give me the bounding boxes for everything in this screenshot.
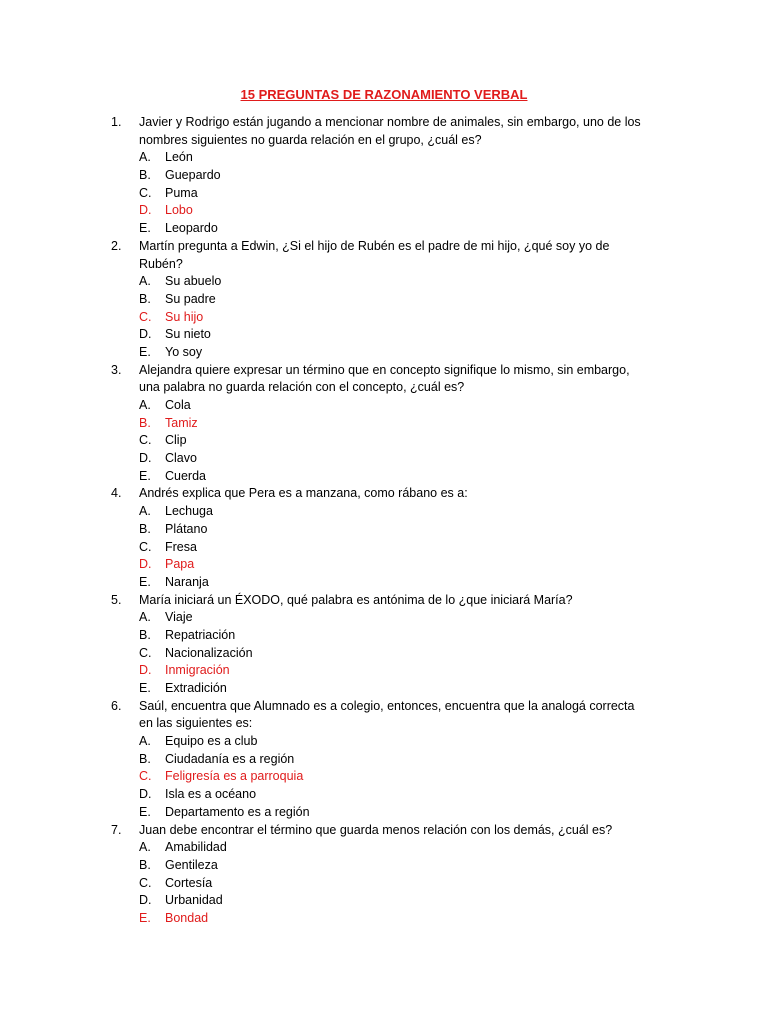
option-letter: B. xyxy=(139,521,151,536)
question-number: 6. xyxy=(111,698,122,713)
question-text: Juan debe encontrar el término que guarda menos relación con los demás, ¿cuál es? xyxy=(139,822,613,837)
answer-option xyxy=(0,839,768,857)
answer-option xyxy=(0,786,768,804)
answer-option xyxy=(0,432,768,450)
question-line xyxy=(0,592,768,610)
option-text: Su hijo xyxy=(165,309,204,324)
answer-option-correct xyxy=(0,202,768,220)
question-text: en las siguientes es: xyxy=(139,716,253,731)
question-item xyxy=(0,592,768,698)
option-letter: D. xyxy=(139,787,152,802)
option-letter: C. xyxy=(139,769,152,784)
option-letter: B. xyxy=(139,291,151,306)
answer-option xyxy=(0,733,768,751)
question-number: 3. xyxy=(111,362,122,377)
question-line xyxy=(0,822,768,840)
option-text: Bondad xyxy=(165,910,209,925)
question-text: Javier y Rodrigo están jugando a mencionar nombre de animales, sin embargo, uno de los xyxy=(139,115,641,129)
answer-option-correct xyxy=(0,309,768,327)
option-letter: A. xyxy=(139,398,151,412)
answer-option xyxy=(0,503,768,521)
answer-option xyxy=(0,521,768,539)
option-letter: D. xyxy=(139,327,152,342)
question-text: Saúl, encuentra que Alumnado es a colegio, entonces, encuentra que la analogá correcta xyxy=(139,698,635,713)
option-text: Gentileza xyxy=(165,857,218,872)
question-list xyxy=(0,114,768,928)
answer-option xyxy=(0,397,768,415)
question-number: 2. xyxy=(111,238,122,253)
option-text: Departamento es a región xyxy=(165,804,310,819)
answer-option xyxy=(0,291,768,309)
option-letter: B. xyxy=(139,415,151,430)
answer-option xyxy=(0,167,768,185)
question-text: nombres siguientes no guarda relación en el grupo, ¿cuál es? xyxy=(139,132,482,147)
option-letter: D. xyxy=(139,663,152,678)
question-line xyxy=(0,379,768,397)
answer-option xyxy=(0,185,768,203)
question-line xyxy=(0,362,768,380)
answer-option xyxy=(0,645,768,663)
option-text: Clavo xyxy=(165,451,197,466)
answer-option xyxy=(0,326,768,344)
option-text: Extradición xyxy=(165,681,227,695)
question-text: Alejandra quiere expresar un término que en concepto signifique lo mismo, sin embargo, xyxy=(139,362,630,377)
question-line xyxy=(0,256,768,274)
answer-option xyxy=(0,751,768,769)
question-item xyxy=(0,822,768,928)
answer-option-correct xyxy=(0,662,768,680)
option-text: Su abuelo xyxy=(165,274,222,289)
option-letter: D. xyxy=(139,451,152,466)
option-letter: E. xyxy=(139,468,151,483)
option-letter: D. xyxy=(139,557,152,572)
option-letter: C. xyxy=(139,433,152,448)
answer-option xyxy=(0,875,768,893)
option-letter: D. xyxy=(139,203,152,218)
option-text: Plátano xyxy=(165,521,208,536)
option-letter: E. xyxy=(139,574,151,589)
option-letter: A. xyxy=(139,734,151,749)
option-letter: B. xyxy=(139,627,151,642)
option-text: Cuerda xyxy=(165,468,206,483)
option-text: Lechuga xyxy=(165,504,213,519)
question-number: 7. xyxy=(111,822,122,837)
question-item xyxy=(0,698,768,822)
option-text: Cola xyxy=(165,398,191,412)
option-letter: C. xyxy=(139,645,152,660)
answer-option xyxy=(0,609,768,627)
answer-option xyxy=(0,468,768,486)
option-letter: B. xyxy=(139,857,151,872)
question-line xyxy=(0,132,768,150)
answer-option xyxy=(0,149,768,167)
answer-option xyxy=(0,627,768,645)
option-letter: A. xyxy=(139,150,151,165)
option-letter: D. xyxy=(139,893,152,908)
question-line xyxy=(0,238,768,256)
option-text: Urbanidad xyxy=(165,893,223,908)
question-item xyxy=(0,362,768,486)
option-text: León xyxy=(165,150,193,165)
question-item xyxy=(0,238,768,362)
answer-option-correct xyxy=(0,768,768,786)
answer-option xyxy=(0,344,768,362)
option-letter: A. xyxy=(139,610,151,625)
question-text: Andrés explica que Pera es a manzana, como rábano es a: xyxy=(139,486,468,501)
option-text: Cortesía xyxy=(165,875,213,890)
answer-option-correct xyxy=(0,556,768,574)
answer-option xyxy=(0,680,768,698)
option-text: Inmigración xyxy=(165,663,230,678)
option-text: Tamiz xyxy=(165,415,198,430)
question-line xyxy=(0,698,768,716)
answer-option xyxy=(0,273,768,291)
answer-option-correct xyxy=(0,910,768,928)
option-text: Viaje xyxy=(165,610,193,625)
question-text: una palabra no guarda relación con el concepto, ¿cuál es? xyxy=(139,380,465,395)
question-text: Rubén? xyxy=(139,256,183,271)
option-text: Repatriación xyxy=(165,627,236,642)
option-text: Fresa xyxy=(165,539,197,554)
option-text: Su nieto xyxy=(165,327,211,342)
option-letter: C. xyxy=(139,875,152,890)
answer-option xyxy=(0,574,768,592)
page-title: 15 PREGUNTAS DE RAZONAMIENTO VERBAL xyxy=(240,87,528,102)
option-text: Isla es a océano xyxy=(165,787,257,802)
option-letter: A. xyxy=(139,840,151,855)
option-text: Ciudadanía es a región xyxy=(165,751,295,766)
answer-option xyxy=(0,450,768,468)
option-text: Leopardo xyxy=(165,221,218,236)
option-letter: A. xyxy=(139,274,151,289)
option-text: Nacionalización xyxy=(165,645,253,660)
option-text: Feligresía es a parroquia xyxy=(165,769,304,784)
option-text: Equipo es a club xyxy=(165,734,258,749)
answer-option xyxy=(0,892,768,910)
option-letter: B. xyxy=(139,168,151,183)
option-letter: E. xyxy=(139,804,151,819)
option-text: Su padre xyxy=(165,291,216,306)
option-text: Naranja xyxy=(165,574,209,589)
option-letter: C. xyxy=(139,539,152,554)
answer-option xyxy=(0,857,768,875)
option-letter: E. xyxy=(139,910,151,925)
option-letter: C. xyxy=(139,185,152,200)
option-letter: C. xyxy=(139,309,152,324)
question-text: Martín pregunta a Edwin, ¿Si el hijo de Rubén es el padre de mi hijo, ¿qué soy yo de xyxy=(139,238,610,253)
question-line xyxy=(0,114,768,132)
option-text: Clip xyxy=(165,433,187,448)
question-item xyxy=(0,485,768,591)
option-text: Puma xyxy=(165,185,198,200)
answer-option xyxy=(0,220,768,238)
question-item xyxy=(0,114,768,238)
option-text: Amabilidad xyxy=(165,840,227,855)
question-line xyxy=(0,715,768,733)
option-text: Papa xyxy=(165,557,195,572)
question-line xyxy=(0,485,768,503)
option-text: Guepardo xyxy=(165,168,221,183)
option-text: Yo soy xyxy=(165,344,203,359)
question-number: 1. xyxy=(111,115,122,129)
option-letter: B. xyxy=(139,751,151,766)
option-text: Lobo xyxy=(165,203,193,218)
question-number: 4. xyxy=(111,486,122,501)
answer-option-correct xyxy=(0,415,768,433)
question-number: 5. xyxy=(111,592,122,607)
option-letter: E. xyxy=(139,221,151,236)
answer-option xyxy=(0,539,768,557)
answer-option xyxy=(0,804,768,822)
option-letter: E. xyxy=(139,344,151,359)
question-text: María iniciará un ÉXODO, qué palabra es antónima de lo ¿que iniciará María? xyxy=(139,592,573,607)
option-letter: E. xyxy=(139,681,151,695)
option-letter: A. xyxy=(139,504,151,519)
